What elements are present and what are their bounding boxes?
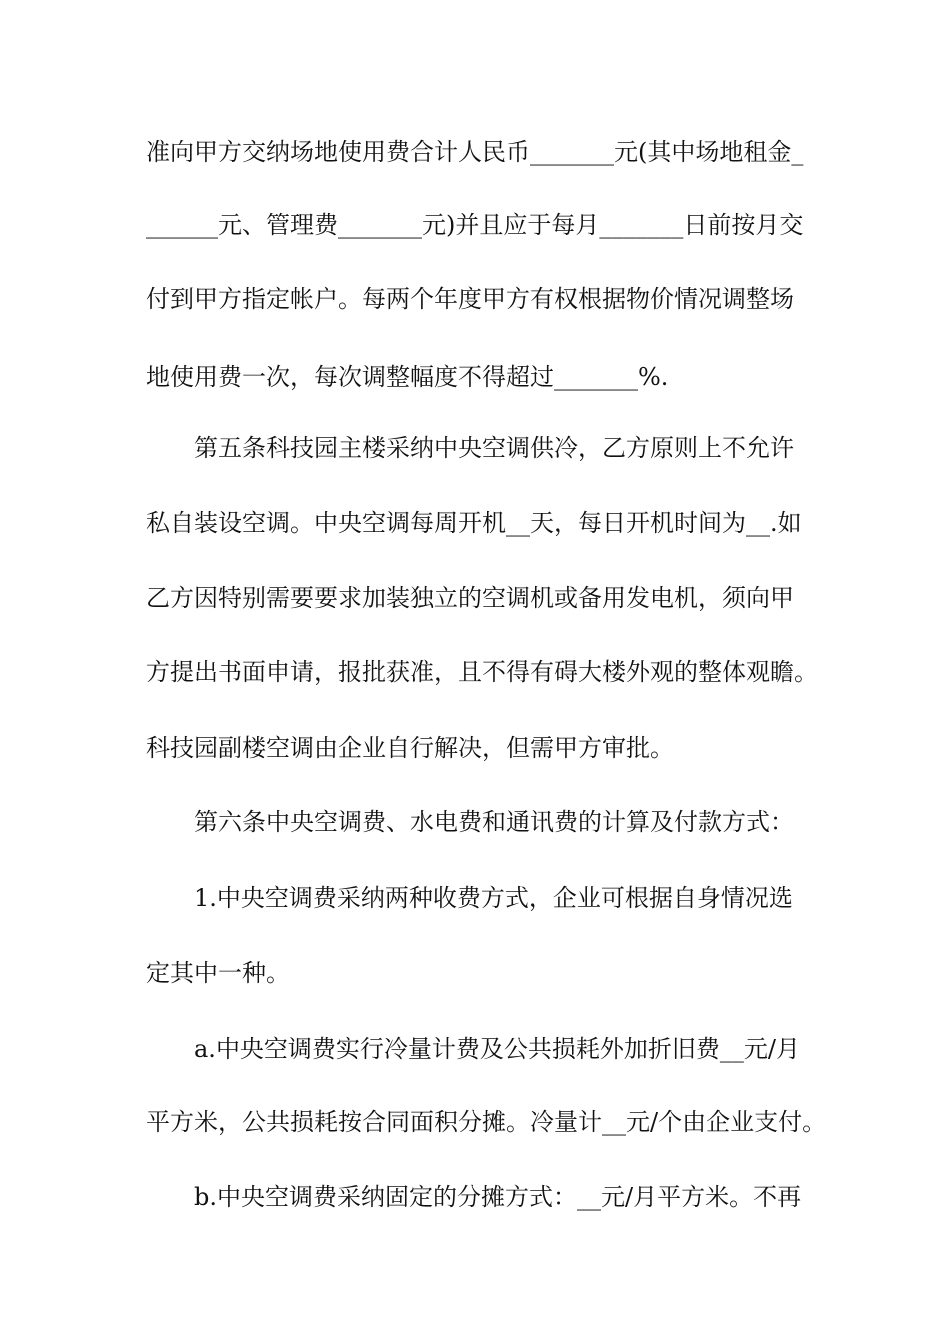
text-line: 方提出书面申请，报批获准，且不得有碍大楼外观的整体观瞻。 [146, 658, 818, 686]
text-line: 平方米，公共损耗按合同面积分摊。冷量计__元/个由企业支付。 [146, 1108, 827, 1136]
text-line: 付到甲方指定帐户。每两个年度甲方有权根据物价情况调整场 [146, 285, 794, 313]
list-item-1: 1.中央空调费采纳两种收费方式，企业可根据自身情况选 [194, 884, 793, 912]
text-line: 科技园副楼空调由企业自行解决，但需甲方审批。 [146, 734, 674, 762]
text-line: 准向甲方交纳场地使用费合计人民币_______元(其中场地租金_ [146, 138, 804, 166]
text-line: 私自装设空调。中央空调每周开机__天，每日开机时间为__.如 [146, 509, 802, 537]
paragraph-start-article-5: 第五条科技园主楼采纳中央空调供冷，乙方原则上不允许 [194, 434, 794, 462]
text-line: 定其中一种。 [146, 959, 290, 987]
text-line: ______元、管理费_______元)并且应于每月_______日前按月交 [146, 211, 804, 239]
text-line: 地使用费一次，每次调整幅度不得超过_______%. [146, 363, 669, 391]
list-item-a: a.中央空调费实行冷量计费及公共损耗外加折旧费__元/月 [194, 1035, 801, 1063]
list-item-b: b.中央空调费采纳固定的分摊方式：__元/月平方米。不再 [194, 1183, 802, 1211]
paragraph-start-article-6: 第六条中央空调费、水电费和通讯费的计算及付款方式： [194, 808, 794, 836]
text-line: 乙方因特别需要要求加装独立的空调机或备用发电机，须向甲 [146, 584, 794, 612]
